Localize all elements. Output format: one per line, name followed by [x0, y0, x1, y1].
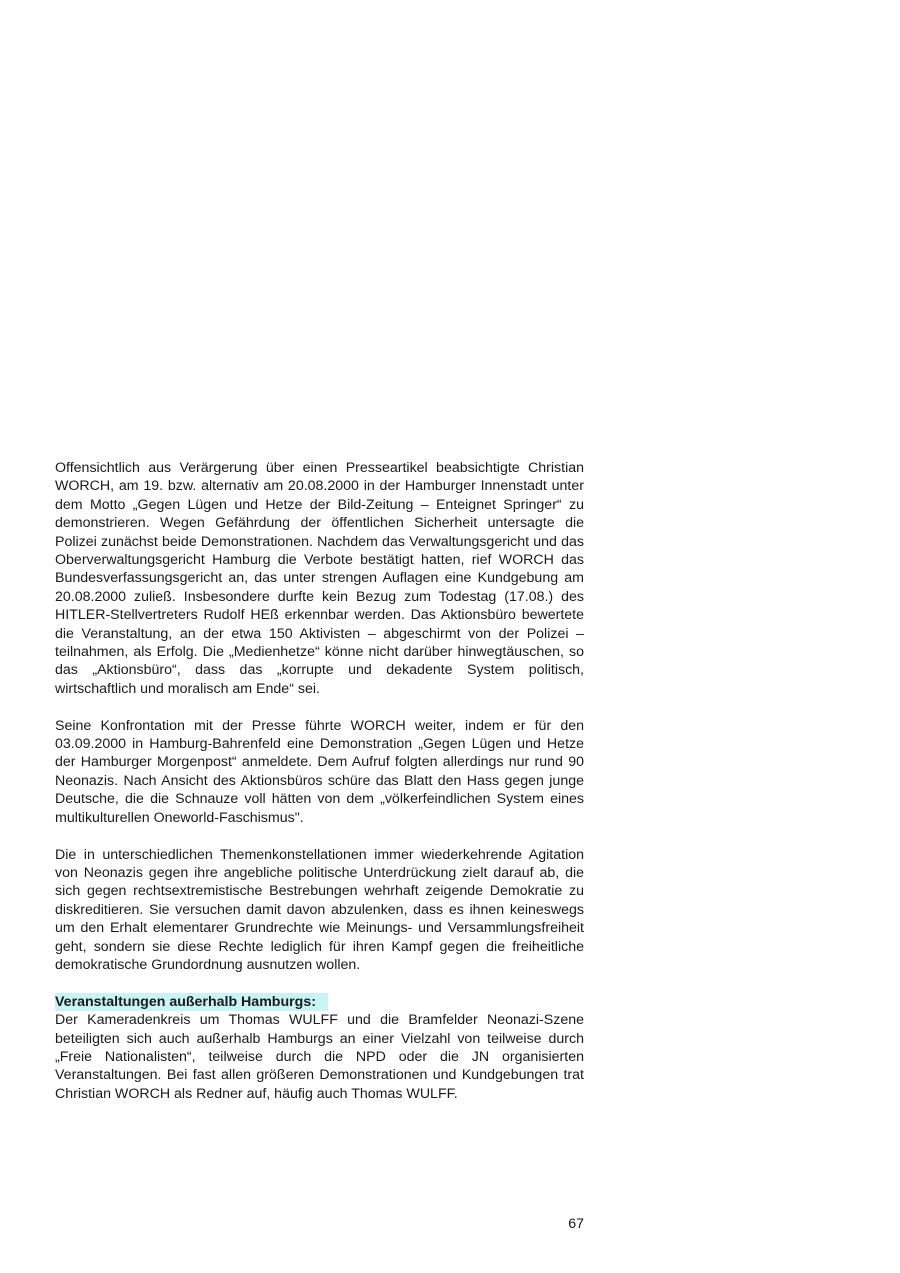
text-column: [55, 459, 584, 1103]
paragraph-external-events: Der Kameradenkreis um Thomas WULFF und die Bramfelder Neonazi-Szene beteiligten sich auch außerhalb Hamburgs an einer Vielzahl von teilweise durch „Freie Nationalisten“, teilweise durch die NPD oder die JN organisierten Veranstaltungen. Bei fast allen größeren Demonstrationen und Kundgebungen trat Christian WORCH als Redner auf, häufig auch Thomas WULFF.: [55, 1012, 584, 1102]
page-number: 67: [568, 1216, 584, 1232]
paragraph-morgenpost-demo: Seine Konfrontation mit der Presse führte WORCH weiter, indem er für den 03.09.2000 in Hamburg-Bahrenfeld eine Demonstration „Gegen Lügen und Hetze der Hamburger Morgenpost“ anmeldete. Dem Aufruf folgten allerdings nur rund 90 Neonazis. Nach Ansicht des Aktionsbüros schüre das Blatt den Hass gegen junge Deutsche, die die Schnauze voll hätten von dem „völkerfeindlichen System eines multikulturellen Oneworld-Faschismus".: [55, 717, 584, 826]
section-heading-text: Veranstaltungen außerhalb Hamburgs:: [55, 993, 328, 1011]
section-heading: [55, 993, 584, 1011]
paragraph-worch-bild-demo: Offensichtlich aus Verärgerung über einen Presseartikel beabsichtigte Christian WORCH, am 19. bzw. alternativ am 20.08.2000 in der Hamburger Innenstadt unter dem Motto „Gegen Lügen und Hetze der Bild-Zeitung – Enteignet Springer“ zu demonstrieren. Wegen Gefährdung der öffentlichen Sicherheit untersagte die Polizei zunächst beide Demonstrationen. Nachdem das Verwaltungsgericht und das Oberverwaltungsgericht Hamburg die Verbote bestätigt hatten, rief WORCH das Bundesverfassungsgericht an, das unter strengen Auflagen eine Kundgebung am 20.08.2000 zuließ. Insbesondere durfte kein Bezug zum Todestag (17.08.) des HITLER-Stellvertreters Rudolf HEß erkennbar werden. Das Aktionsbüro bewertete die Veranstaltung, an der etwa 150 Aktivisten – abgeschirmt von der Polizei – teilnahmen, als Erfolg. Die „Medienhetze“ könne nicht darüber hinwegtäuschen, so das „Aktionsbüro“, dass das „korrupte und dekadente System politisch, wirtschaftlich und moralisch am Ende“ sei.: [55, 460, 584, 697]
paragraph-agitation: Die in unterschiedlichen Themenkonstellationen immer wiederkehrende Agitation von Neonazis gegen ihre angebliche politische Unterdrückung zielt darauf ab, die sich gegen rechtsextremistische Bestrebungen wehrhaft zeigende Demokratie zu diskreditieren. Sie versuchen damit davon abzulenken, dass es ihnen keineswegs um den Erhalt elementarer Grundrechte wie Meinungs- und Versammlungsfreiheit geht, sondern sie diese Rechte lediglich für ihren Kampf gegen die freiheitliche demokratische Grundordnung ausnutzen wollen.: [55, 846, 584, 973]
